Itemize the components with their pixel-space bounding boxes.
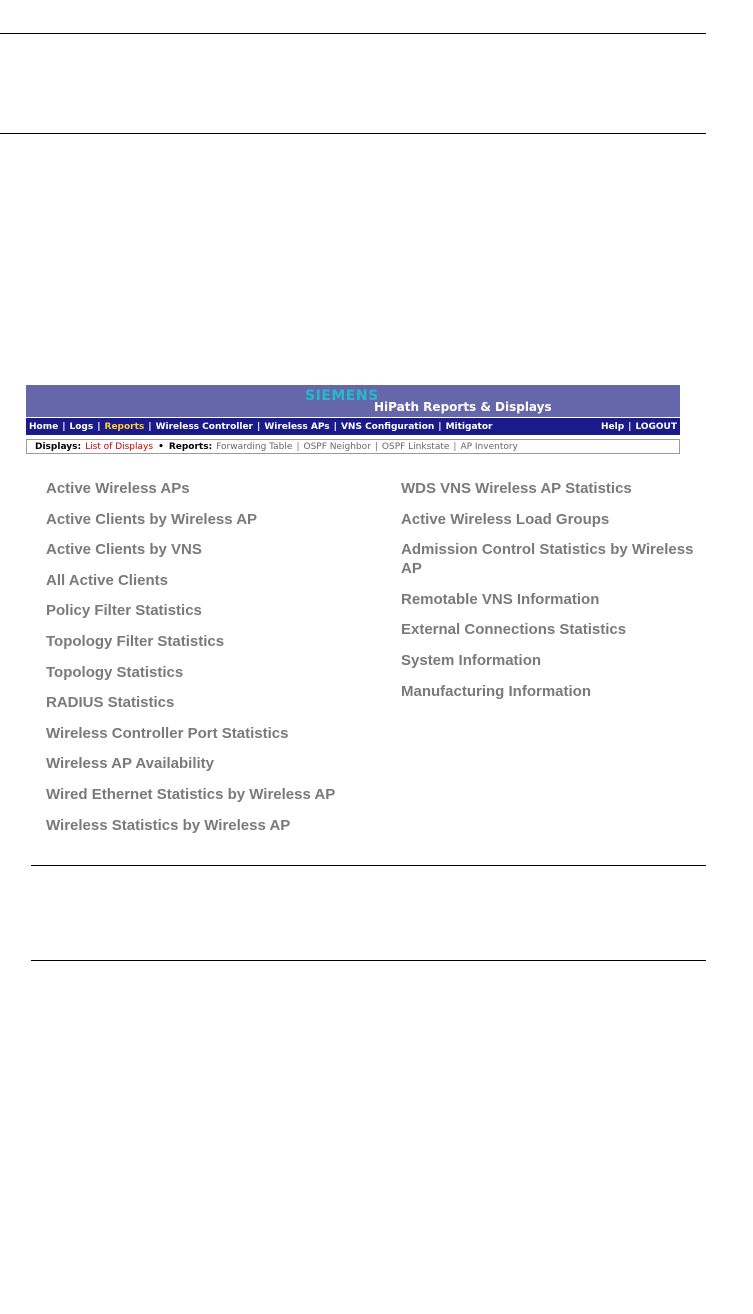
nav-mitigator[interactable]: Mitigator xyxy=(445,421,493,432)
display-link-radius-statistics[interactable]: RADIUS Statistics xyxy=(46,694,175,712)
main-nav xyxy=(26,418,680,435)
nav-home[interactable]: Home xyxy=(29,421,59,432)
display-link-all-active-clients[interactable]: All Active Clients xyxy=(46,571,168,589)
list-of-displays-link[interactable]: List of Displays xyxy=(85,441,154,452)
header-rule-top xyxy=(0,33,706,34)
forwarding-table-link[interactable]: Forwarding Table xyxy=(216,441,293,452)
nav-wireless-controller[interactable]: Wireless Controller xyxy=(155,421,254,432)
display-link-topology-statistics[interactable]: Topology Statistics xyxy=(46,663,184,681)
display-link-policy-filter-statistics[interactable]: Policy Filter Statistics xyxy=(46,602,202,620)
banner xyxy=(26,385,680,417)
displays-list-left xyxy=(46,479,335,846)
display-link-active-wireless-load-groups[interactable]: Active Wireless Load Groups xyxy=(401,510,610,528)
main-nav-left: Home | Logs | Reports | Wireless Controller | Wireless APs | VNS Configuration | Mitigator xyxy=(29,421,493,432)
ospf-neighbor-link[interactable]: OSPF Neighbor xyxy=(303,441,371,452)
footer-rule-bottom xyxy=(31,960,706,961)
display-link-active-wireless-aps[interactable]: Active Wireless APs xyxy=(46,480,190,497)
display-link-wireless-ap-availability[interactable]: Wireless AP Availability xyxy=(46,755,214,773)
nav-help[interactable]: Help xyxy=(600,421,625,432)
nav-logout[interactable]: LOGOUT xyxy=(635,421,677,432)
app-window xyxy=(26,385,680,454)
reports-label: Reports: xyxy=(168,441,213,452)
display-link-remotable-vns-information[interactable]: Remotable VNS Information xyxy=(401,590,600,608)
display-link-topology-filter-statistics[interactable]: Topology Filter Statistics xyxy=(46,632,225,650)
display-link-manufacturing-information[interactable]: Manufacturing Information xyxy=(401,682,591,700)
sub-nav: Displays: List of Displays • Reports: Forwarding Table | OSPF Neighbor | OSPF Linkstate | AP Inventory xyxy=(26,439,680,454)
displays-label: Displays: xyxy=(35,441,82,452)
display-link-wds-vns-wireless-ap-statistics[interactable]: WDS VNS Wireless AP Statistics xyxy=(401,480,632,497)
display-link-external-connections-statistics[interactable]: External Connections Statistics xyxy=(401,621,627,639)
footer-rule-top xyxy=(31,865,706,866)
nav-wireless-aps[interactable]: Wireless APs xyxy=(264,421,330,432)
nav-logs[interactable]: Logs xyxy=(69,421,94,432)
product-title: HiPath Reports & Displays xyxy=(374,400,552,414)
display-link-system-information[interactable]: System Information xyxy=(401,651,542,669)
nav-reports[interactable]: Reports xyxy=(104,421,145,432)
display-link-wired-ethernet-statistics[interactable]: Wired Ethernet Statistics by Wireless AP xyxy=(46,785,336,803)
ospf-linkstate-link[interactable]: OSPF Linkstate xyxy=(381,441,450,452)
displays-list-right xyxy=(401,479,701,712)
display-link-active-clients-by-vns[interactable]: Active Clients by VNS xyxy=(46,541,202,559)
nav-vns-configuration[interactable]: VNS Configuration xyxy=(340,421,435,432)
display-link-wireless-controller-port-statistics[interactable]: Wireless Controller Port Statistics xyxy=(46,724,289,742)
display-link-active-clients-by-wireless-ap[interactable]: Active Clients by Wireless AP xyxy=(46,510,258,528)
ap-inventory-link[interactable]: AP Inventory xyxy=(460,441,518,452)
display-link-wireless-statistics-by-wireless-ap[interactable]: Wireless Statistics by Wireless AP xyxy=(46,816,291,834)
display-link-admission-control-statistics[interactable]: Admission Control Statistics by Wireless AP xyxy=(401,541,694,578)
header-rule-bottom xyxy=(0,133,706,134)
main-nav-right: Help | LOGOUT xyxy=(600,421,677,432)
brand-logo: SIEMENS xyxy=(305,388,379,404)
